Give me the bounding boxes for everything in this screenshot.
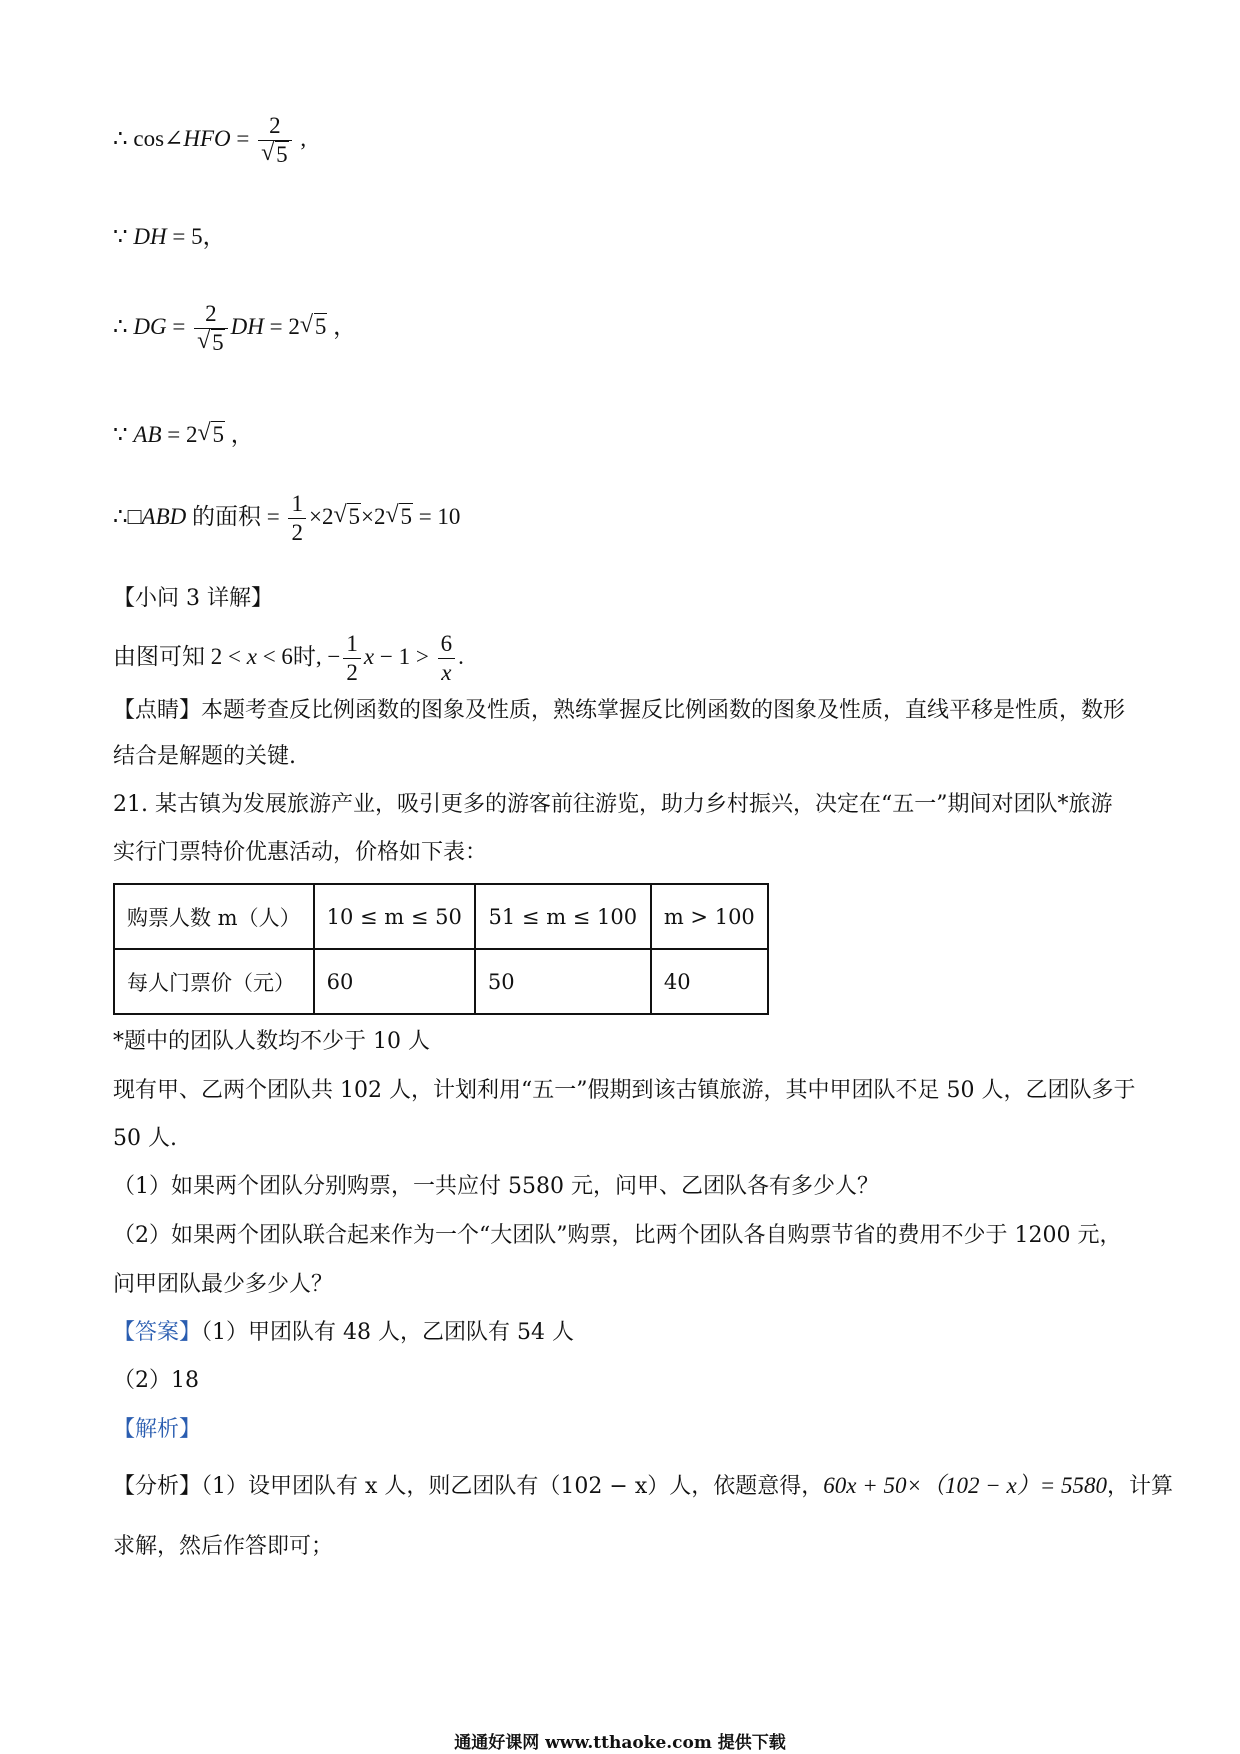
table-cell: 40 — [651, 949, 768, 1014]
comment-line-2: 结合是解题的关键. — [113, 744, 296, 769]
step-cos-hfo: ∴ cos∠HFO = 2 √ 5 , — [113, 112, 306, 169]
table-row — [114, 949, 768, 1014]
answer-label: 【答案】 — [113, 1320, 202, 1345]
table-cell: 购票人数 m（人） — [114, 884, 314, 949]
comment-line-1: 【点睛】本题考查反比例函数的图象及性质，熟练掌握反比例函数的图象及性质，直线平移是性质，数形 — [113, 698, 1126, 723]
table-cell: m > 100 — [651, 884, 768, 949]
price-table — [113, 883, 769, 1015]
answer-line-1: 【答案】（1）甲团队有 48 人，乙团队有 54 人 — [113, 1320, 574, 1345]
problem21-line-2: 实行门票特价优惠活动，价格如下表： — [113, 840, 488, 865]
analysis-line-1: 【分析】（1）设甲团队有 x 人，则乙团队有（102 − x）人，依题意得，60x + 50×（102 − x）= 5580，计算 — [113, 1473, 1173, 1499]
question-2-line-1: （2）如果两个团队联合起来作为一个“大团队”购票，比两个团队各自购票节省的费用不少于 1200 元， — [113, 1223, 1122, 1248]
analysis-line-2: 求解，然后作答即可； — [113, 1534, 334, 1559]
table-cell: 每人门票价（元） — [114, 949, 314, 1014]
table-cell: 50 — [475, 949, 651, 1014]
table-row — [114, 884, 768, 949]
table-note: *题中的团队人数均不少于 10 人 — [113, 1029, 430, 1054]
given-line-1: 现有甲、乙两个团队共 102 人，计划利用“五一”假期到该古镇旅游，其中甲团队不足 50 人，乙团队多于 — [113, 1078, 1136, 1103]
table-cell: 60 — [314, 949, 475, 1014]
problem21-line-1: 21. 某古镇为发展旅游产业，吸引更多的游客前往游览，助力乡村振兴，决定在“五一”期间对团队*旅游 — [113, 792, 1113, 817]
sub3-inequality: 由图可知 2 < x < 6时, − $\frac{1}{2}$ x − 1 > $\frac{6}{x}$ . — [113, 631, 464, 685]
step-ab: ∵ AB = 2√ 5 ， — [113, 420, 254, 450]
step-dg: ∴ DG = 2 √ 5 DH = 2√ 5 ， — [113, 300, 356, 357]
table-cell: 51 ≤ m ≤ 100 — [475, 884, 651, 949]
table-cell: 10 ≤ m ≤ 50 — [314, 884, 475, 949]
step-dh: ∵ DH = 5， — [113, 224, 226, 249]
question-1: （1）如果两个团队分别购票，一共应付 5580 元，问甲、乙团队各有多少人？ — [113, 1174, 879, 1199]
analysis-label: 【解析】 — [113, 1417, 202, 1442]
answer-line-2: （2）18 — [113, 1368, 199, 1393]
sub3-heading: 【小问 3 详解】 — [113, 586, 273, 611]
footer-watermark: 通通好课网 www.tthaoke.com 提供下载 — [454, 1733, 786, 1753]
step-area: ∴□ABD 的面积 = $\frac{1}{2}$ ×2√ 5×2√ 5 = 10 — [113, 490, 460, 547]
analysis-equation: 60x + 50×（102 − x）= 5580 — [823, 1473, 1107, 1498]
question-2-line-2: 问甲团队最少多少人？ — [113, 1272, 334, 1297]
given-line-2: 50 人. — [113, 1126, 177, 1151]
